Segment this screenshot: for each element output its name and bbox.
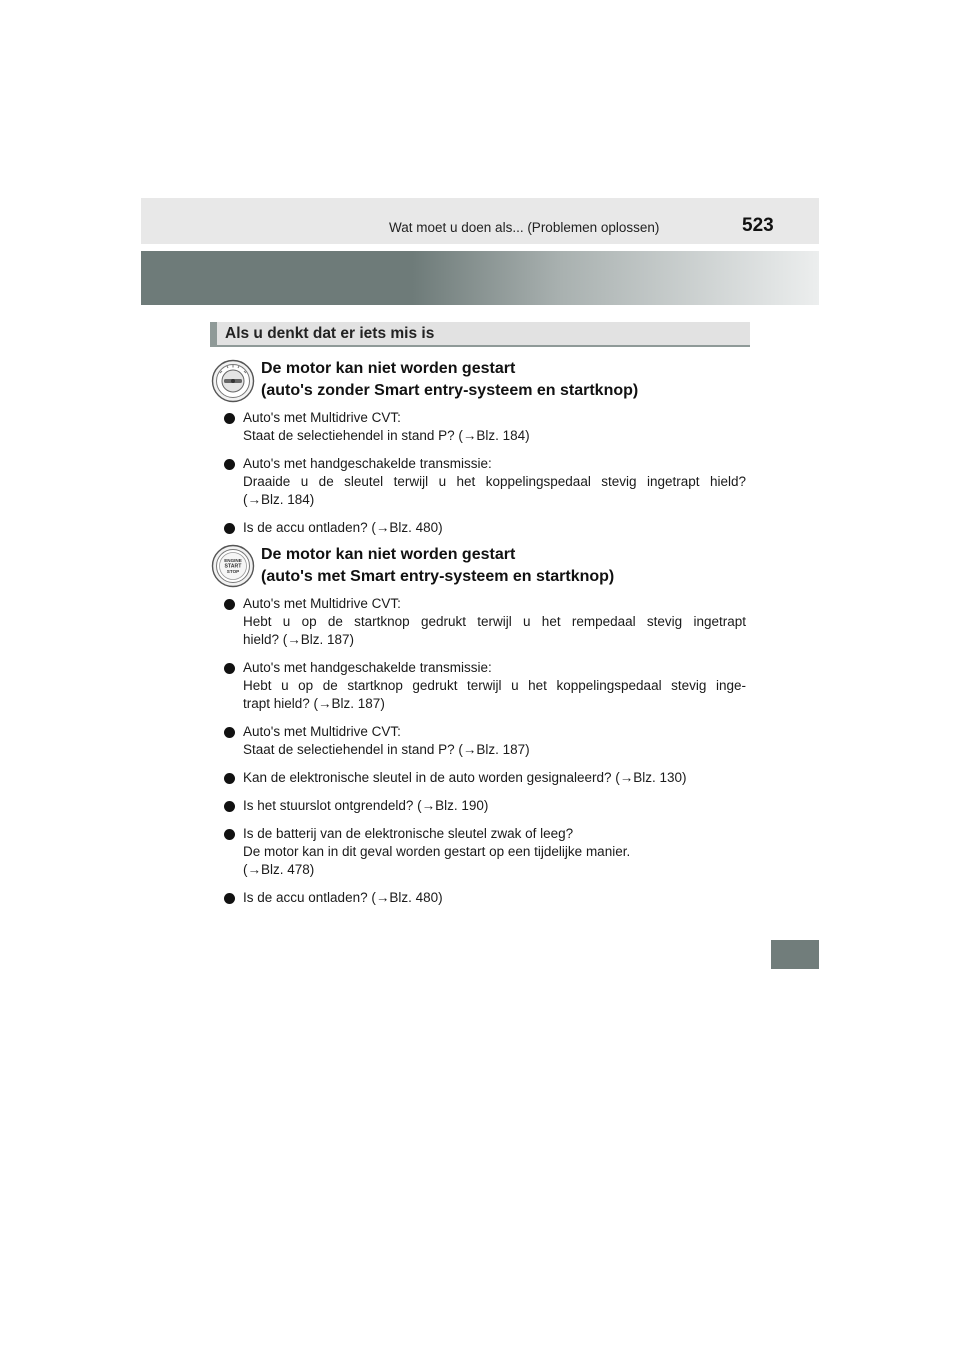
list-item: Auto's met handgeschakelde transmissie: Draaide u de sleutel terwijl u het koppelingspedaal stevig ingetrapt hield? (→Blz. 184) <box>224 455 746 509</box>
section-heading <box>210 322 750 347</box>
bullet-icon <box>224 893 235 904</box>
bullet-icon <box>224 663 235 674</box>
icon-text-engine: ENGINE <box>224 558 242 563</box>
list-item: Auto's met Multidrive CVT: Staat de selectiehendel in stand P? (→Blz. 184) <box>224 409 746 445</box>
list-item: Auto's met Multidrive CVT: Staat de selectiehendel in stand P? (→Blz. 187) <box>224 723 746 759</box>
block-2-list <box>224 595 746 917</box>
bullet-icon <box>224 727 235 738</box>
bullet-icon <box>224 459 235 470</box>
list-item: Is de accu ontladen? (→Blz. 480) <box>224 519 746 537</box>
list-item: Kan de elektronische sleutel in de auto worden gesignaleerd? (→Blz. 130) <box>224 769 746 787</box>
bullet-icon <box>224 413 235 424</box>
block-1-title <box>261 358 638 402</box>
block-1-title-line: (auto's zonder Smart entry-systeem en startknop) <box>261 382 639 399</box>
ignition-key-switch-icon <box>211 359 255 403</box>
bullet-icon <box>224 801 235 812</box>
list-item: Auto's met Multidrive CVT: Hebt u op de startknop gedrukt terwijl u het rempedaal stevig ingetrapt hield? (→Blz. 187) <box>224 595 746 649</box>
engine-start-stop-button-icon <box>211 544 255 588</box>
block-1-title-line: De motor kan niet worden gestart <box>261 360 516 377</box>
block-2-title-line: De motor kan niet worden gestart <box>261 546 516 563</box>
list-item: Is de accu ontladen? (→Blz. 480) <box>224 889 746 907</box>
bullet-icon <box>224 599 235 610</box>
block-2-title <box>261 544 614 588</box>
bullet-icon <box>224 829 235 840</box>
block-1-list <box>224 409 746 547</box>
list-item: Auto's met handgeschakelde transmissie: Hebt u op de startknop gedrukt terwijl u het koppelingspedaal stevig inge- trapt hield? (→Blz. 187) <box>224 659 746 713</box>
page-number: 523 <box>742 215 774 236</box>
chapter-title: Wat moet u doen als... (Problemen oplossen) <box>389 220 660 235</box>
chapter-banner <box>141 251 819 305</box>
section-heading-text: Als u denkt dat er iets mis is <box>225 325 435 342</box>
icon-text-stop: STOP <box>226 569 240 574</box>
block-2-title-line: (auto's met Smart entry-systeem en startknop) <box>261 568 615 585</box>
chapter-side-tab <box>771 940 819 969</box>
bullet-icon <box>224 523 235 534</box>
list-item: Is de batterij van de elektronische sleutel zwak of leeg? De motor kan in dit geval worden gestart op een tijdelijke manier. (→Blz. 478) <box>224 825 746 879</box>
section-heading-accent <box>210 322 217 345</box>
list-item: Is het stuurslot ontgrendeld? (→Blz. 190) <box>224 797 746 815</box>
icon-text-start: START <box>224 563 242 570</box>
bullet-icon <box>224 773 235 784</box>
